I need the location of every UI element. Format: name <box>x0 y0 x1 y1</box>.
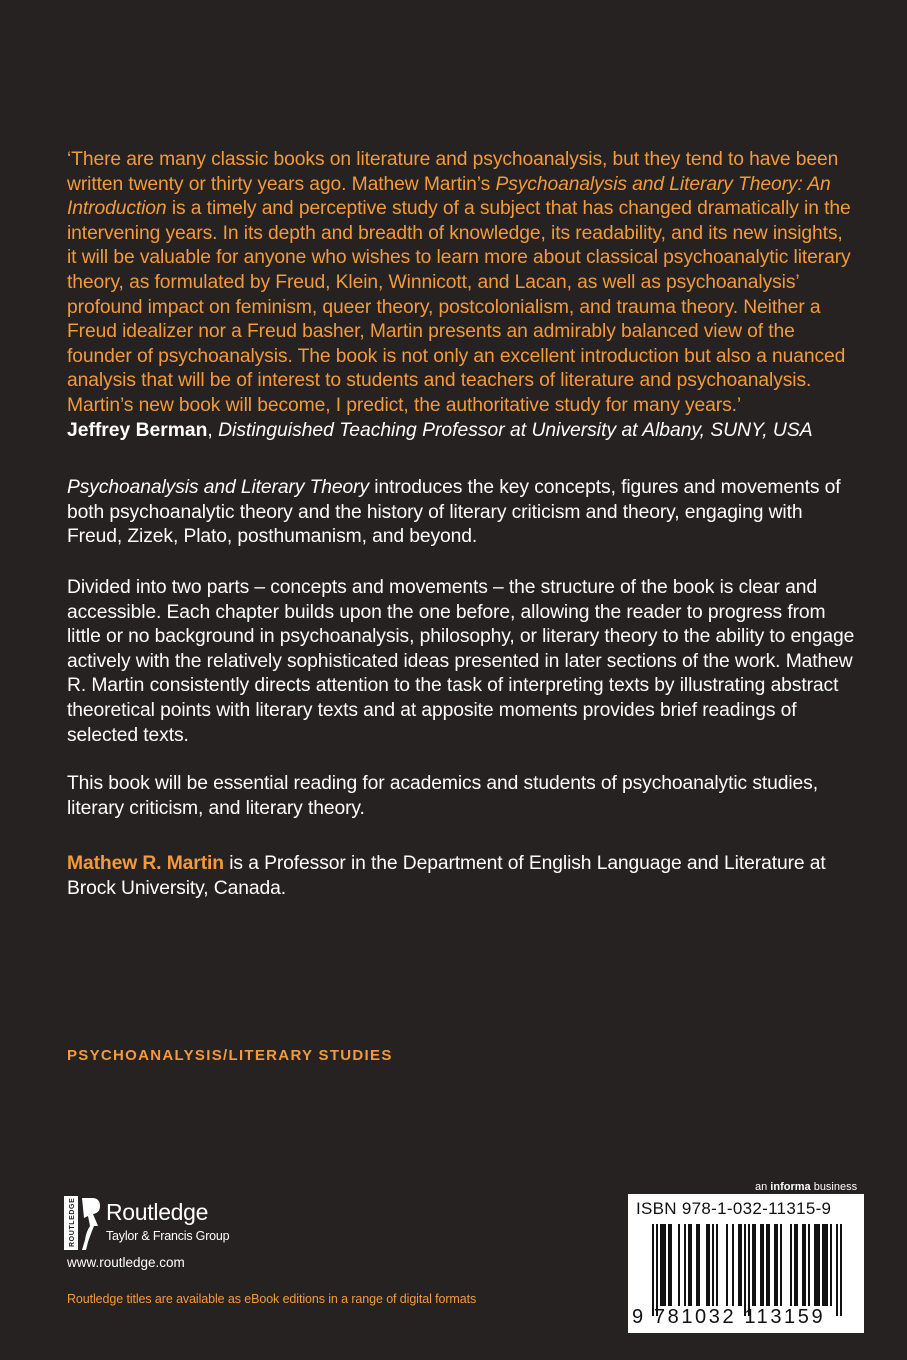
barcode-bar <box>780 1224 782 1306</box>
barcode-bar <box>732 1224 734 1306</box>
isbn-barcode <box>628 1194 864 1333</box>
barcode-bar <box>836 1224 838 1316</box>
barcode-bar <box>768 1224 770 1306</box>
barcode-bar <box>740 1224 742 1306</box>
barcode-bar <box>814 1224 816 1306</box>
quote-text-start: ‘There are many classic books on literature and psychoanalysis, but they tend to have been written twenty or thirty years ago. Mathew Martin’s <box>67 149 839 195</box>
endorsement-quote <box>67 148 857 419</box>
publisher-name: Routledge <box>106 1199 209 1225</box>
barcode-bar <box>668 1224 670 1306</box>
barcode-bar <box>766 1224 768 1306</box>
description-paragraph-3: This book will be essential reading for academics and students of psychoanalytic studies, literary criticism, and literary theory. <box>67 773 818 819</box>
informa-business-tag: an informa business <box>755 1181 858 1193</box>
endorser-role: Distinguished Teaching Professor at University at Albany, SUNY, USA <box>218 420 813 441</box>
barcode-bar <box>752 1224 754 1306</box>
endorser-name: Jeffrey Berman <box>67 420 208 441</box>
barcode-bar <box>656 1224 658 1316</box>
barcode-bar <box>726 1224 728 1306</box>
barcode-bar <box>716 1224 718 1306</box>
barcode-bar <box>744 1224 746 1316</box>
barcode-bar <box>760 1224 762 1306</box>
barcode-bar <box>776 1224 778 1306</box>
barcode-bar <box>804 1224 806 1306</box>
barcode-bar <box>790 1224 792 1306</box>
barcode-bar <box>818 1224 820 1306</box>
barcode-bar <box>662 1224 664 1306</box>
barcode-bar <box>822 1224 824 1306</box>
barcode-bar <box>706 1224 708 1306</box>
publisher-group: Taylor & Francis Group <box>106 1229 230 1243</box>
barcode-digits: 9 781032 113159 <box>632 1306 826 1328</box>
barcode-bar <box>738 1224 740 1306</box>
quote-book-title: Psychoanalysis and Literary Theory: An Introduction <box>67 173 831 220</box>
author-bio-text: is a Professor in the Department of English Language and Literature at Brock University, Canada. <box>67 853 826 899</box>
barcode-bar <box>840 1224 842 1316</box>
barcode-bar <box>748 1224 750 1316</box>
barcode-bar <box>830 1224 832 1306</box>
logo-vertical-text: ROUTLEDGE <box>69 1197 76 1247</box>
author-name: Mathew R. Martin <box>67 853 224 874</box>
barcode-bar <box>774 1224 776 1306</box>
barcode-bar <box>754 1224 756 1306</box>
barcode-bar <box>690 1224 692 1306</box>
barcode-bar <box>698 1224 700 1306</box>
barcode-bar <box>670 1224 672 1306</box>
barcode-bar <box>802 1224 804 1306</box>
barcode-bar <box>796 1224 798 1306</box>
barcode-bar <box>678 1224 680 1306</box>
barcode-bar <box>664 1224 666 1306</box>
quote-text-end: is a timely and perceptive study of a subject that has changed dramatically in the intervening years. In its depth and breadth of knowledge, its readability, and its new insights, it will be valuable for anyone who wishes to learn more about classical psychoanalytic literary theory, as formulated by Freud, Klein, Winnicott, and Lacan, as well as psychoanalysis’ profound impact on feminism, queer theory, postcolonialism, and trauma theory. Neither a Freud idealizer nor a Freud basher, Martin presents an admirably balanced view of the founder of psychoanalysis. The book is not only an excellent introduction but also a nuanced analysis that will be of interest to students and teachers of literature and psychoanalysis. Martin’s new book will become, I predict, the authoritative study for many years.’ <box>67 198 851 416</box>
barcode-bar <box>708 1224 710 1306</box>
barcode-bar <box>696 1224 698 1306</box>
barcode-bar <box>762 1224 764 1306</box>
barcode-bar <box>824 1224 826 1306</box>
barcode-bar <box>684 1224 686 1306</box>
description-paragraph-2: Divided into two parts – concepts and movements – the structure of the book is clear and accessible. Each chapter builds upon the one before, allowing the reader to progress from little or no background in psychoanalysis, philosophy, or literary theory to the ability to engage actively with the relatively sophisticated ideas presented in later sections of the work. Mathew R. Martin consistently directs attention to the task of interpreting texts by illustrating abstract theoretical points with literary texts and at apposite moments provides brief readings of selected texts. <box>67 577 855 746</box>
isbn-label: ISBN 978-1-032-11315-9 <box>636 1199 832 1218</box>
subject-category: PSYCHOANALYSIS/LITERARY STUDIES <box>67 1047 393 1064</box>
barcode-bar <box>688 1224 690 1306</box>
author-bio <box>67 852 857 901</box>
ebook-availability-note: Routledge titles are available as eBook editions in a range of digital formats <box>67 1292 477 1306</box>
description-paragraph-1: Psychoanalysis and Literary Theory introduces the key concepts, figures and movements of both psychoanalytic theory and the history of literary criticism and theory, engaging with Freud, Zizek, Plato, posthumanism, and beyond. <box>67 477 841 548</box>
barcode-bar <box>712 1224 714 1306</box>
barcode-bar <box>794 1224 796 1306</box>
barcode-bar <box>808 1224 810 1306</box>
publisher-logo-block <box>64 1196 284 1256</box>
routledge-logo-icon <box>64 1196 104 1256</box>
barcode-bar <box>652 1224 654 1316</box>
description-book-title: Psychoanalysis and Literary Theory <box>67 477 370 498</box>
barcode-bar <box>826 1224 828 1306</box>
endorsement-attribution: Jeffrey Berman, Distinguished Teaching Professor at University at Albany, SUNY, USA <box>67 420 813 441</box>
informa-brand: informa <box>770 1181 811 1193</box>
publisher-website[interactable]: www.routledge.com <box>67 1255 185 1270</box>
barcode-bar <box>816 1224 818 1306</box>
barcode-bar <box>660 1224 662 1306</box>
